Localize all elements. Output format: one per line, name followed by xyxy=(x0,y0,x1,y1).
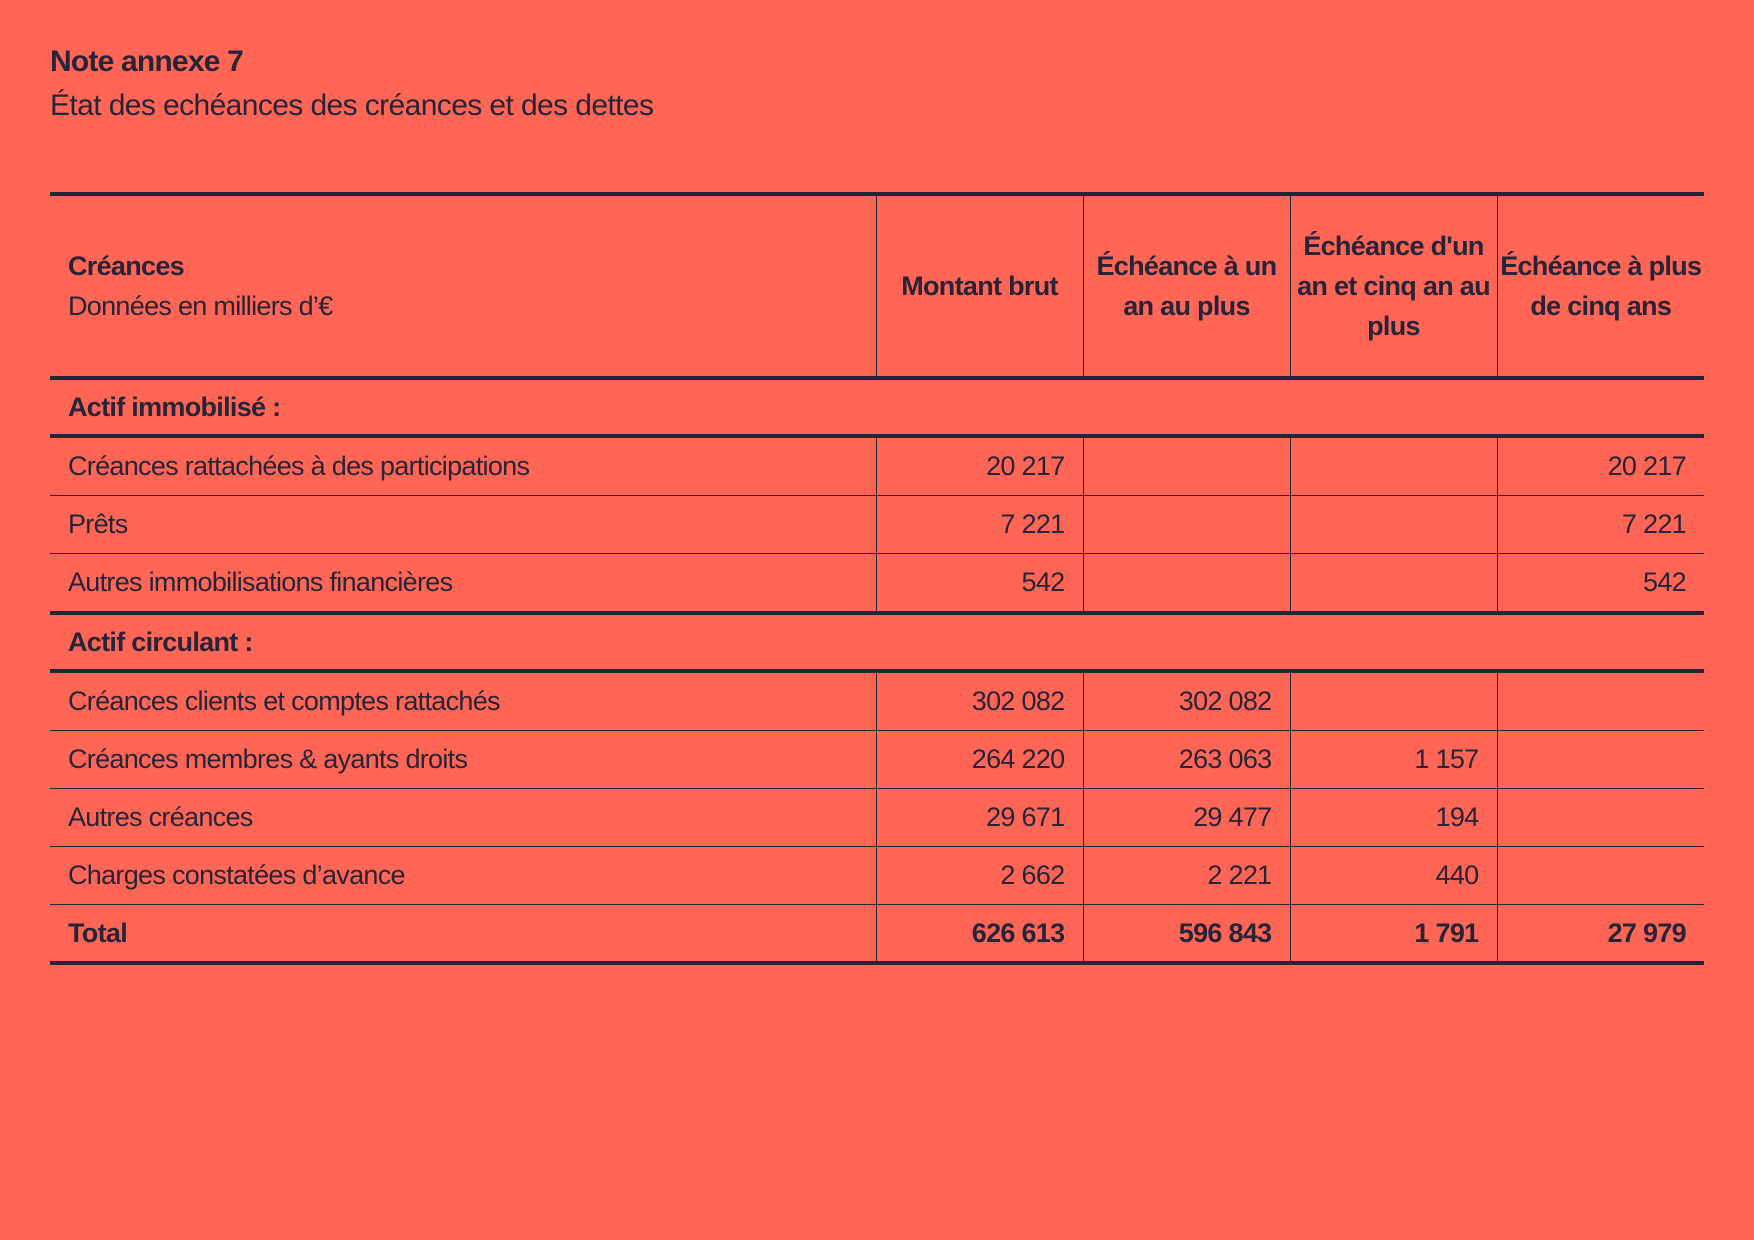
total-label: Total xyxy=(50,905,876,964)
section-row-current-assets xyxy=(50,613,1704,671)
cell-gross-amount: 7 221 xyxy=(876,496,1083,554)
table-row xyxy=(50,554,1704,614)
table-row xyxy=(50,496,1704,554)
cell-due-over-five-years xyxy=(1497,671,1704,731)
table-row xyxy=(50,789,1704,847)
cell-due-within-one-year xyxy=(1083,554,1290,614)
section-title: Actif circulant : xyxy=(50,613,1704,671)
cell-gross-amount: 542 xyxy=(876,554,1083,614)
row-label: Créances clients et comptes rattachés xyxy=(50,671,876,731)
cell-due-one-to-five-years xyxy=(1290,496,1497,554)
row-label: Autres immobilisations financières xyxy=(50,554,876,614)
cell-gross-amount: 264 220 xyxy=(876,731,1083,789)
cell-due-over-five-years xyxy=(1497,731,1704,789)
cell-due-over-five-years: 7 221 xyxy=(1497,496,1704,554)
cell-due-over-five-years xyxy=(1497,847,1704,905)
row-label: Charges constatées d’avance xyxy=(50,847,876,905)
section-row-fixed-assets xyxy=(50,378,1704,436)
total-gross-amount: 626 613 xyxy=(876,905,1083,964)
row-label: Créances membres & ayants droits xyxy=(50,731,876,789)
header-label-cell xyxy=(50,194,876,378)
cell-due-one-to-five-years: 194 xyxy=(1290,789,1497,847)
cell-due-within-one-year xyxy=(1083,496,1290,554)
header-gross-amount: Montant brut xyxy=(876,194,1083,378)
cell-gross-amount: 302 082 xyxy=(876,671,1083,731)
cell-due-within-one-year xyxy=(1083,436,1290,496)
total-due-one-to-five-years: 1 791 xyxy=(1290,905,1497,964)
header-label-subtitle: Données en milliers d’€ xyxy=(68,291,333,321)
cell-gross-amount: 20 217 xyxy=(876,436,1083,496)
cell-due-one-to-five-years: 1 157 xyxy=(1290,731,1497,789)
total-row xyxy=(50,905,1704,964)
receivables-table xyxy=(50,192,1704,965)
cell-due-one-to-five-years xyxy=(1290,671,1497,731)
row-label: Créances rattachées à des participations xyxy=(50,436,876,496)
cell-due-one-to-five-years xyxy=(1290,554,1497,614)
table-row xyxy=(50,671,1704,731)
table-row xyxy=(50,731,1704,789)
header-due-within-one-year: Échéance à un an au plus xyxy=(1083,194,1290,378)
table-header-row xyxy=(50,194,1704,378)
total-due-over-five-years: 27 979 xyxy=(1497,905,1704,964)
header-due-one-to-five-years: Échéance d'un an et cinq an au plus xyxy=(1290,194,1497,378)
cell-due-over-five-years: 542 xyxy=(1497,554,1704,614)
cell-due-within-one-year: 29 477 xyxy=(1083,789,1290,847)
cell-due-over-five-years: 20 217 xyxy=(1497,436,1704,496)
page-heading xyxy=(50,40,653,128)
section-title: Actif immobilisé : xyxy=(50,378,1704,436)
total-due-within-one-year: 596 843 xyxy=(1083,905,1290,964)
row-label: Autres créances xyxy=(50,789,876,847)
table-row xyxy=(50,436,1704,496)
cell-due-over-five-years xyxy=(1497,789,1704,847)
page-subtitle: État des echéances des créances et des dettes xyxy=(50,89,654,122)
cell-due-one-to-five-years xyxy=(1290,436,1497,496)
cell-due-within-one-year: 263 063 xyxy=(1083,731,1290,789)
table-row xyxy=(50,847,1704,905)
cell-due-within-one-year: 2 221 xyxy=(1083,847,1290,905)
cell-due-within-one-year: 302 082 xyxy=(1083,671,1290,731)
header-label-title: Créances xyxy=(68,251,184,281)
cell-due-one-to-five-years: 440 xyxy=(1290,847,1497,905)
cell-gross-amount: 29 671 xyxy=(876,789,1083,847)
header-due-over-five-years: Échéance à plus de cinq ans xyxy=(1497,194,1704,378)
page-title: Note annexe 7 xyxy=(50,45,244,78)
row-label: Prêts xyxy=(50,496,876,554)
cell-gross-amount: 2 662 xyxy=(876,847,1083,905)
